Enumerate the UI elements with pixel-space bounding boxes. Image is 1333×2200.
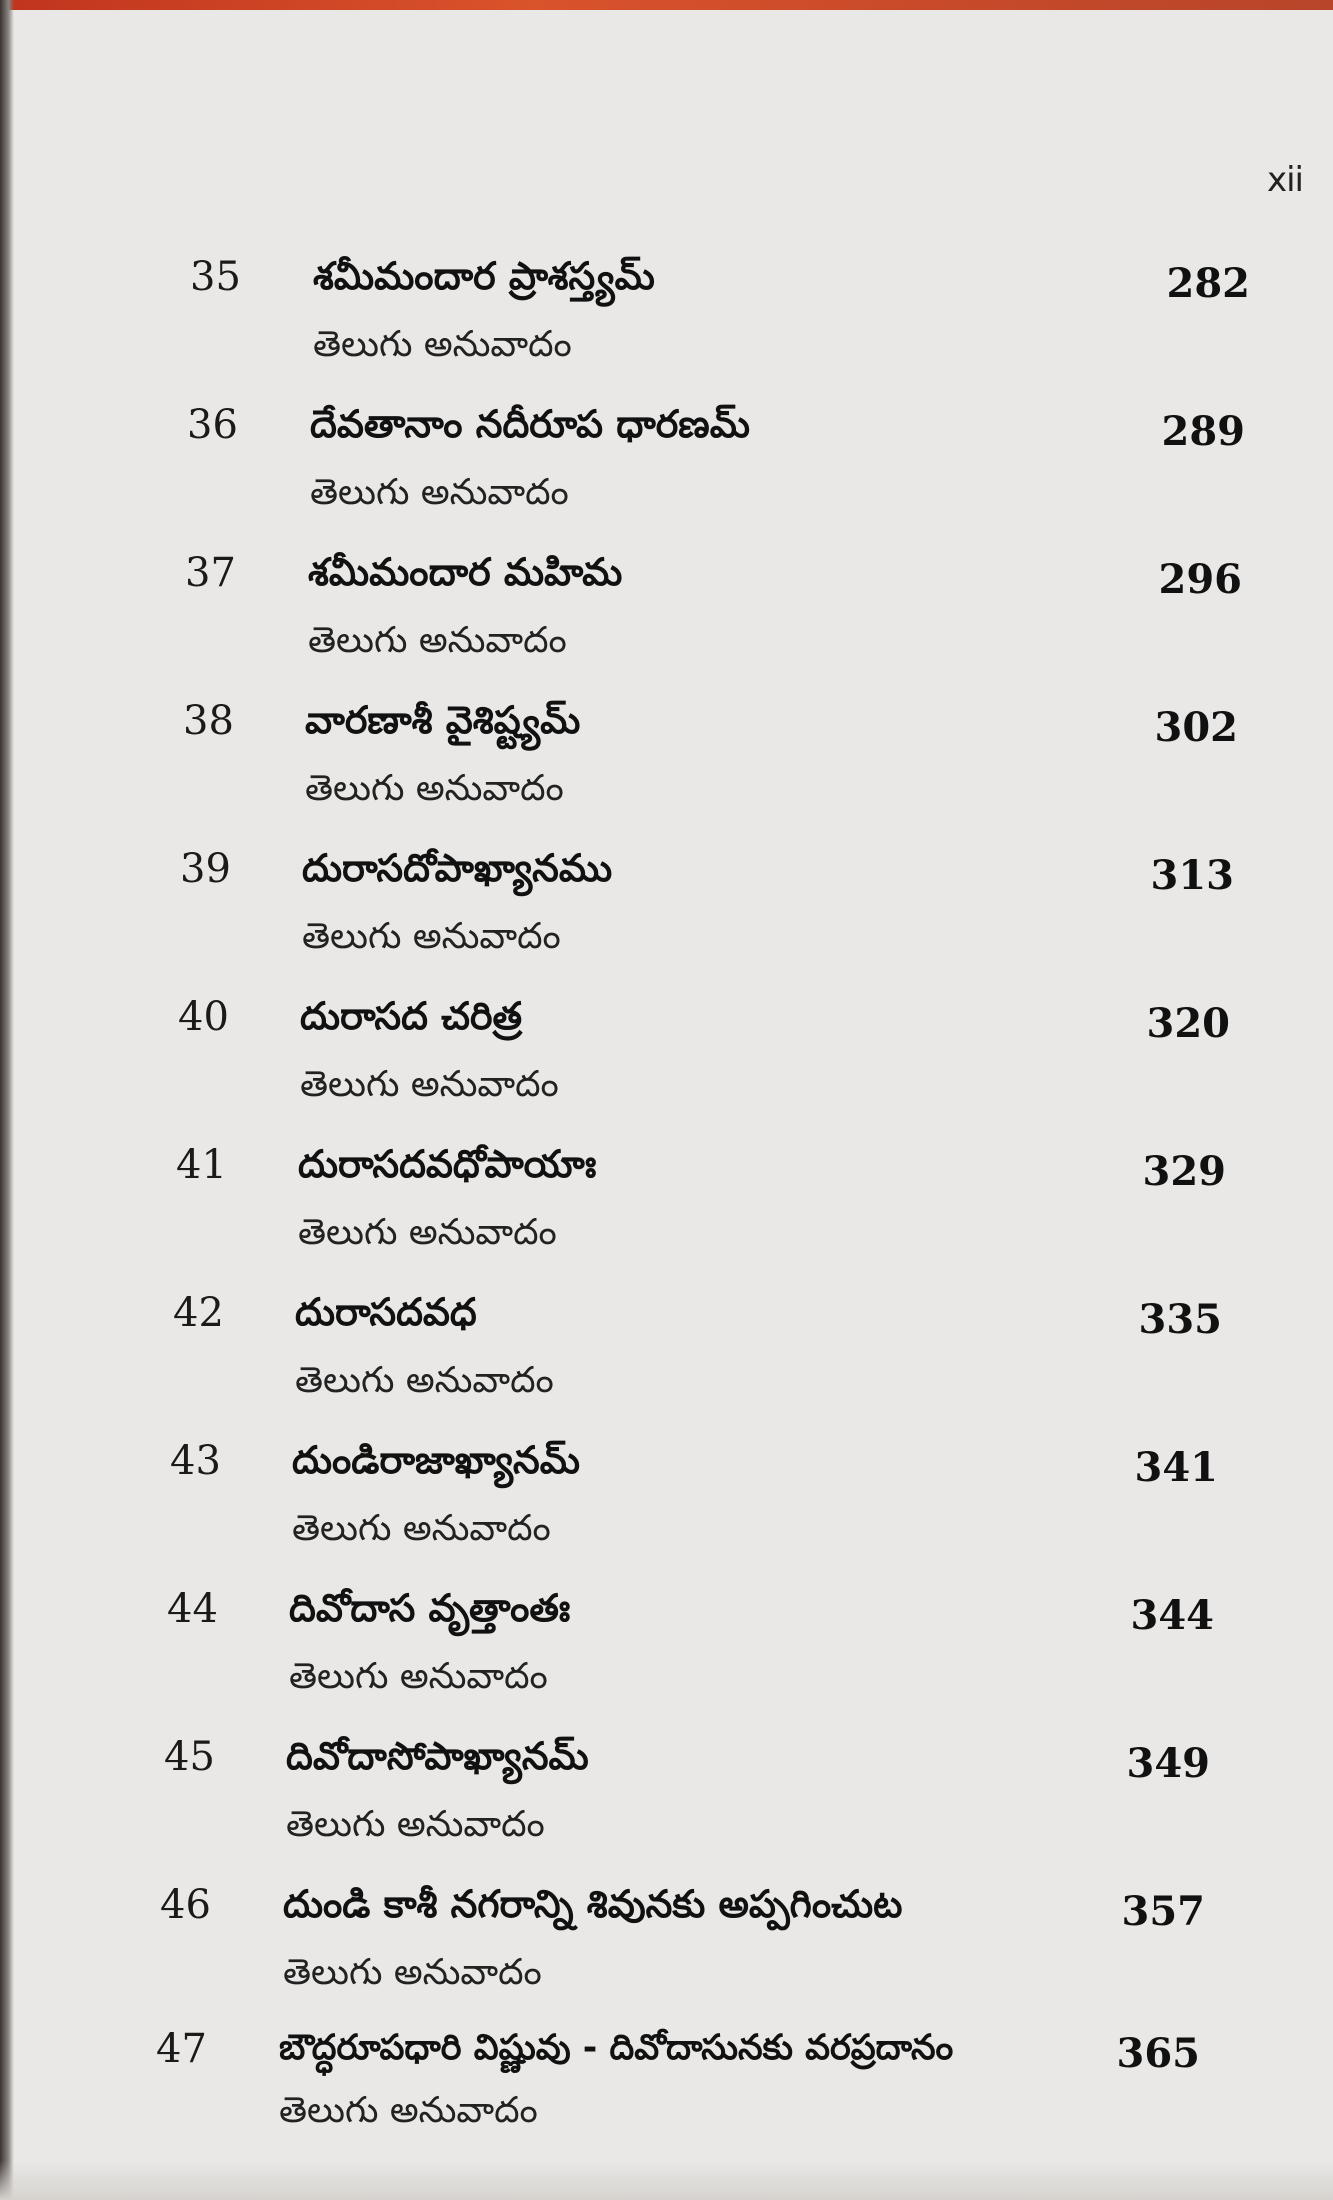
entry-subtitle: తెలుగు అనువాదం xyxy=(313,324,572,365)
entry-number: 40 xyxy=(178,994,229,1040)
entry-title: బౌద్ధరూపధారి విష్ణువు - దివోదాసునకు వరప్రదానం xyxy=(279,2028,954,2068)
toc-entry-43 xyxy=(0,1434,1333,1574)
entry-subtitle: తెలుగు అనువాదం xyxy=(305,768,564,809)
entry-title: దివోదాస వృత్తాంతః xyxy=(289,1586,571,1630)
toc-entry-44 xyxy=(0,1582,1333,1722)
entry-number: 43 xyxy=(170,1438,221,1484)
entry-number: 36 xyxy=(187,402,238,448)
entry-page: 313 xyxy=(1150,852,1234,899)
entry-subtitle: తెలుగు అనువాదం xyxy=(289,1656,548,1697)
entry-page: 302 xyxy=(1154,704,1238,751)
entry-title: దురాసద చరిత్ర xyxy=(300,994,523,1038)
entry-subtitle: తెలుగు అనువాదం xyxy=(292,1508,551,1549)
entry-number: 39 xyxy=(180,846,231,892)
page-bottom-shade xyxy=(0,2160,1333,2200)
toc-entry-35 xyxy=(0,250,1333,390)
entry-subtitle: తెలుగు అనువాదం xyxy=(302,916,561,957)
entry-page: 296 xyxy=(1158,556,1242,603)
entry-subtitle: తెలుగు అనువాదం xyxy=(279,2090,538,2131)
toc-entry-46 xyxy=(0,1878,1333,2018)
entry-title: దివోదాసోపాఖ్యానమ్ xyxy=(286,1734,589,1778)
entry-subtitle: తెలుగు అనువాదం xyxy=(310,472,569,513)
entry-subtitle: తెలుగు అనువాదం xyxy=(298,1212,557,1253)
entry-page: 341 xyxy=(1134,1444,1218,1491)
entry-title: దురాసదోపాఖ్యానము xyxy=(302,846,613,890)
entry-number: 41 xyxy=(176,1142,227,1188)
toc-entry-39 xyxy=(0,842,1333,982)
entry-number: 37 xyxy=(185,550,236,596)
entry-subtitle: తెలుగు అనువాదం xyxy=(286,1804,545,1845)
entry-page: 357 xyxy=(1121,1888,1205,1935)
entry-page: 289 xyxy=(1161,408,1245,455)
entry-page: 329 xyxy=(1142,1148,1226,1195)
toc-entry-47 xyxy=(0,2026,1333,2166)
toc-entry-36 xyxy=(0,398,1333,538)
entry-title: దుండిరాజాఖ్యానమ్ xyxy=(292,1438,580,1482)
entry-page: 344 xyxy=(1130,1592,1214,1639)
entry-number: 35 xyxy=(190,254,241,300)
entry-number: 45 xyxy=(164,1734,215,1780)
toc-entry-41 xyxy=(0,1138,1333,1278)
entry-title: శమీమందార ప్రాశస్త్యమ్ xyxy=(313,254,655,298)
toc-entry-45 xyxy=(0,1730,1333,1870)
entry-page: 282 xyxy=(1166,260,1250,307)
entry-number: 47 xyxy=(156,2026,207,2072)
entry-title: దురాసదవధ xyxy=(295,1290,477,1334)
entry-subtitle: తెలుగు అనువాదం xyxy=(308,620,567,661)
entry-number: 46 xyxy=(160,1882,211,1928)
entry-number: 38 xyxy=(183,698,234,744)
book-cover-edge xyxy=(0,0,1333,10)
page-number: xii xyxy=(1266,160,1303,200)
toc-entry-42 xyxy=(0,1286,1333,1426)
entry-subtitle: తెలుగు అనువాదం xyxy=(300,1064,559,1105)
entry-subtitle: తెలుగు అనువాదం xyxy=(295,1360,554,1401)
entry-page: 320 xyxy=(1146,1000,1230,1047)
toc-entry-40 xyxy=(0,990,1333,1130)
entry-number: 42 xyxy=(173,1290,224,1336)
entry-title: వారణాశీ వైశిష్ట్యమ్ xyxy=(305,698,581,742)
entry-number: 44 xyxy=(167,1586,218,1632)
entry-page: 365 xyxy=(1116,2030,1200,2077)
entry-title: దేవతానాం నదీరూప ధారణమ్ xyxy=(310,402,750,446)
entry-subtitle: తెలుగు అనువాదం xyxy=(283,1952,542,1993)
entry-title: దురాసదవధోపాయాః xyxy=(298,1142,597,1186)
entry-title: శమీమందార మహిమ xyxy=(308,550,623,594)
entry-page: 349 xyxy=(1126,1740,1210,1787)
toc-entry-37 xyxy=(0,546,1333,686)
entry-page: 335 xyxy=(1138,1296,1222,1343)
entry-title: దుండి కాశీ నగరాన్ని శివునకు అప్పగించుట xyxy=(283,1882,903,1926)
toc-entry-38 xyxy=(0,694,1333,834)
